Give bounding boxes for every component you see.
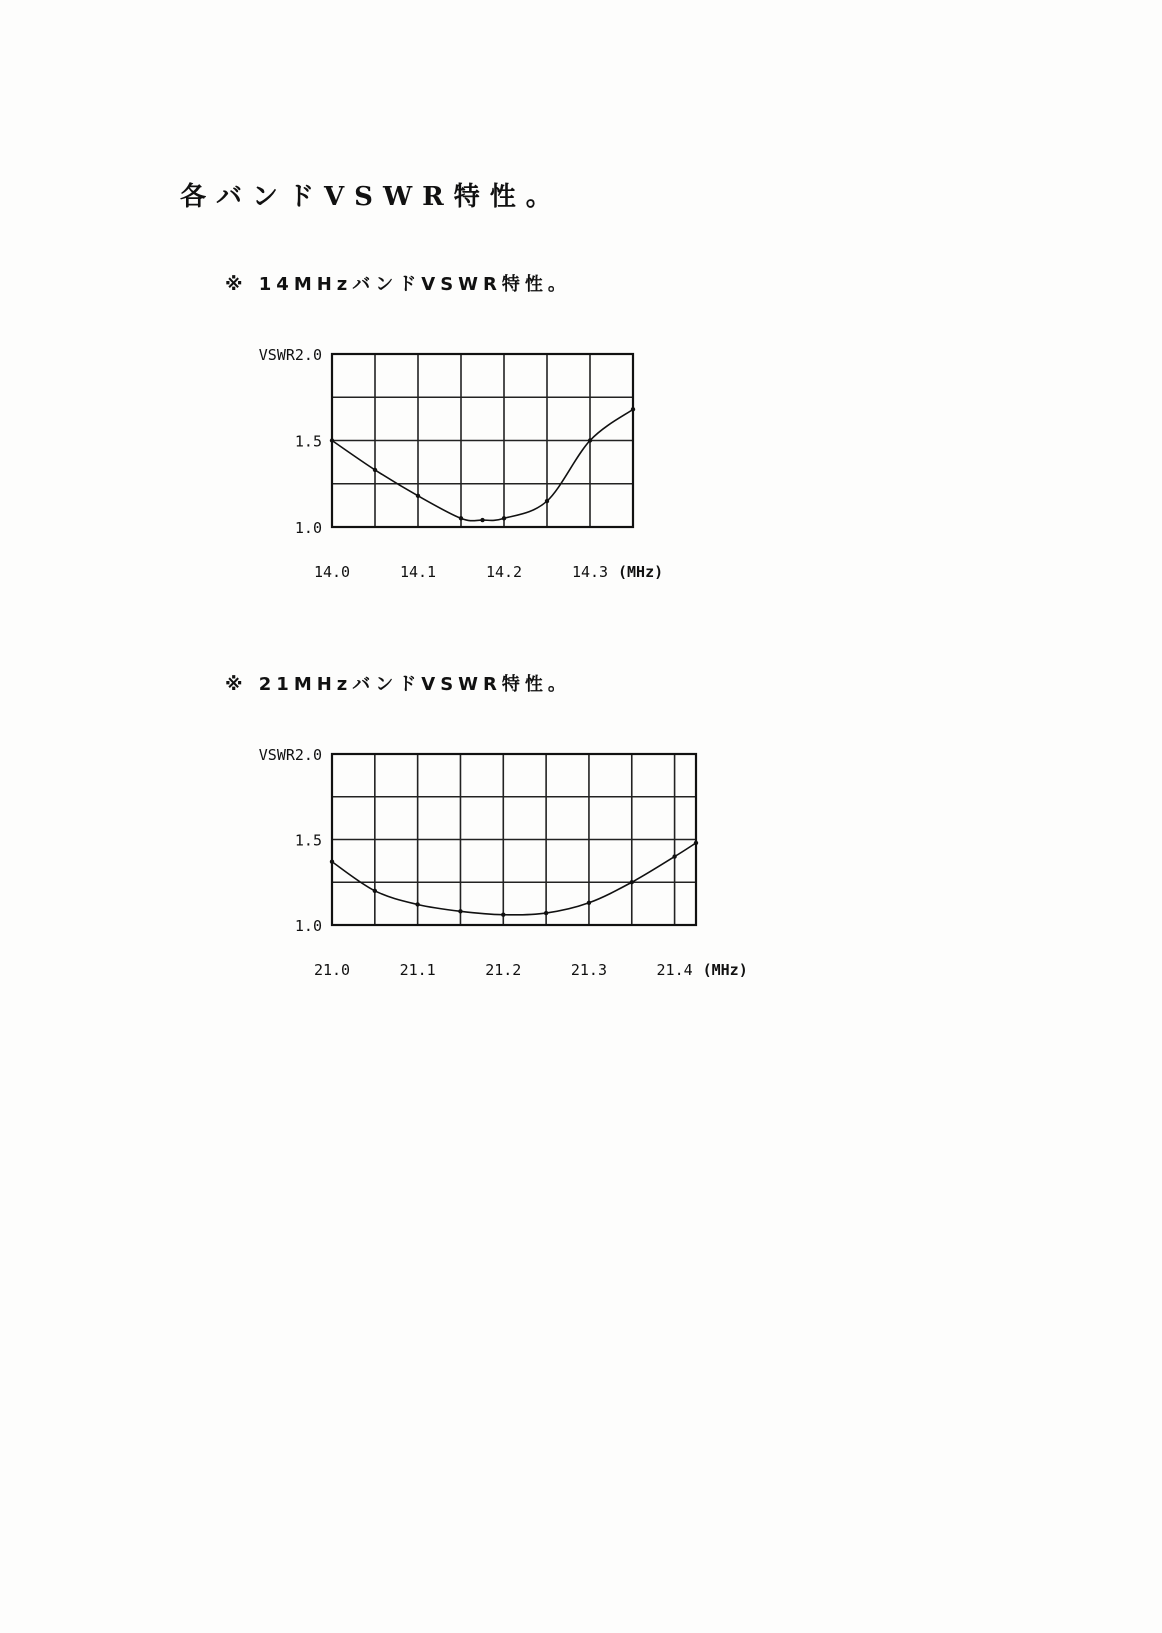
x-tick-label-1: 14.1 xyxy=(399,563,437,581)
x-tick-label-3: 14.3 xyxy=(571,563,609,581)
y-tick-label-2: 1.0 xyxy=(294,917,322,935)
data-point-5 xyxy=(502,516,506,520)
data-point-7 xyxy=(588,438,592,442)
x-axis-unit-label: (MHz) xyxy=(618,563,664,581)
y-tick-label-0: VSWR2.0 xyxy=(258,746,322,764)
data-point-4 xyxy=(480,518,484,522)
x-axis-unit-label: (MHz) xyxy=(702,961,748,979)
section-title-21mhz: ※ 21MHzバンドVSWR特性。 xyxy=(225,674,571,695)
data-point-0 xyxy=(330,438,334,442)
section-title-14mhz: ※ 14MHzバンドVSWR特性。 xyxy=(225,274,571,295)
data-point-8 xyxy=(631,407,635,411)
y-tick-label-2: 1.0 xyxy=(294,519,322,537)
x-tick-label-1: 21.1 xyxy=(399,961,436,979)
y-tick-label-0: VSWR2.0 xyxy=(258,346,322,364)
data-point-6 xyxy=(545,499,549,503)
data-point-1 xyxy=(373,889,377,893)
data-point-9 xyxy=(694,841,698,845)
y-tick-label-1: 1.5 xyxy=(294,432,322,451)
page-title: 各バンドVSWR特性。 xyxy=(180,182,562,212)
data-point-6 xyxy=(587,901,591,905)
x-tick-label-2: 14.2 xyxy=(485,563,523,581)
vswr-chart-14mhz xyxy=(0,340,800,600)
data-point-1 xyxy=(373,468,377,472)
data-point-8 xyxy=(672,854,676,858)
vswr-curve-0 xyxy=(332,843,696,915)
vswr-chart-21mhz xyxy=(0,740,800,1000)
data-point-3 xyxy=(458,909,462,913)
data-point-4 xyxy=(501,913,505,917)
x-tick-label-2: 21.2 xyxy=(485,961,522,979)
data-point-2 xyxy=(415,902,419,906)
x-tick-label-4: 21.4 xyxy=(656,961,693,979)
data-point-7 xyxy=(630,880,634,884)
data-point-2 xyxy=(416,494,420,498)
y-tick-label-1: 1.5 xyxy=(294,831,322,850)
data-point-5 xyxy=(544,911,548,915)
data-point-3 xyxy=(459,516,463,520)
x-tick-label-3: 21.3 xyxy=(570,961,608,979)
x-tick-label-0: 21.0 xyxy=(313,961,351,979)
data-point-0 xyxy=(330,860,334,864)
vswr-curve-0 xyxy=(332,409,633,520)
x-tick-label-0: 14.0 xyxy=(313,563,351,581)
